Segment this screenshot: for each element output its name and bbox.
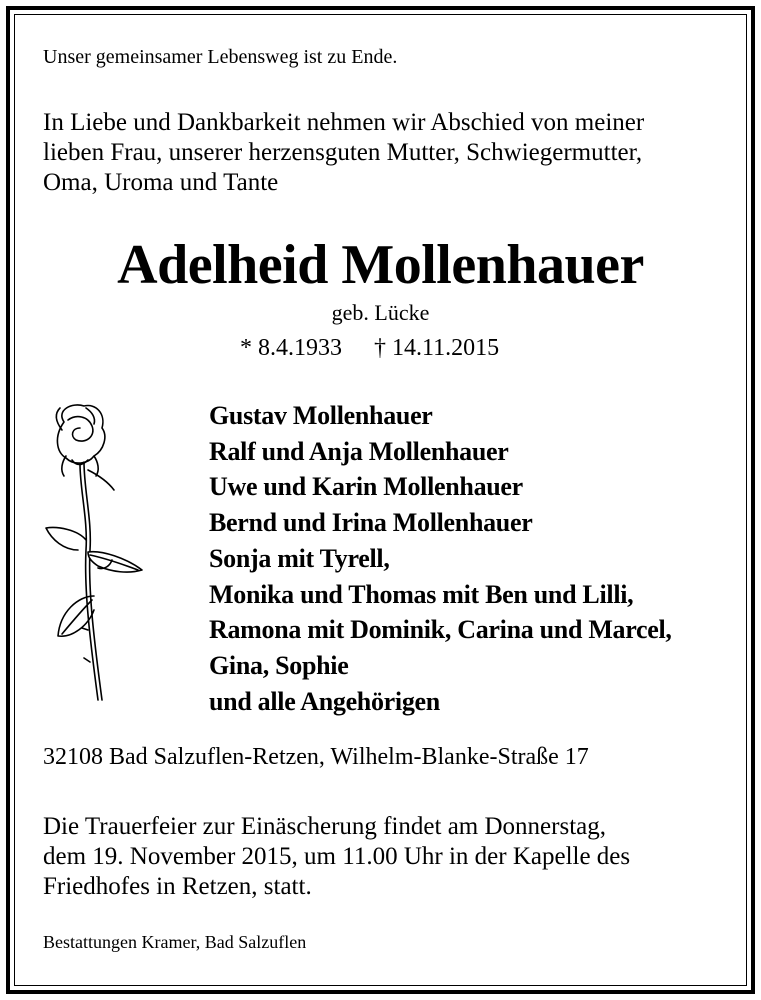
ceremony-line: dem 19. November 2015, um 11.00 Uhr in der Kapelle des	[43, 843, 631, 870]
deceased-name: Adelheid Mollenhauer	[117, 234, 644, 296]
mourner-line: Gustav Mollenhauer	[209, 401, 433, 430]
death-date: † 14.11.2015	[374, 335, 500, 361]
funeral-home: Bestattungen Kramer, Bad Salzuflen	[43, 932, 307, 952]
farewell-line: Oma, Uroma und Tante	[43, 169, 279, 196]
ceremony-line: Friedhofes in Retzen, statt.	[43, 873, 312, 900]
maiden-name: geb. Lücke	[331, 300, 430, 325]
ceremony-paragraph	[43, 812, 630, 902]
address: 32108 Bad Salzuflen-Retzen, Wilhelm-Blanke-Straße 17	[43, 744, 589, 770]
intro-text: Unser gemeinsamer Lebensweg ist zu Ende.	[43, 46, 398, 68]
rose-icon	[42, 400, 154, 710]
life-dates	[240, 335, 499, 362]
mourner-line: Sonja mit Tyrell,	[209, 543, 390, 573]
ceremony-line: Die Trauerfeier zur Einäscherung findet am Donnerstag,	[43, 813, 607, 840]
mourner-line: und alle Angehörigen	[209, 686, 440, 716]
mourner-line: Ramona mit Dominik, Carina und Marcel,	[209, 615, 672, 645]
farewell-line: lieben Frau, unserer herzensguten Mutter, Schwiegermutter,	[43, 139, 643, 166]
mourner-line: Uwe und Karin Mollenhauer	[209, 472, 523, 502]
mourners-list	[209, 398, 672, 719]
mourner-line: Bernd und Irina Mollenhauer	[209, 508, 533, 538]
farewell-line: In Liebe und Dankbarkeit nehmen wir Abschied von meiner	[43, 109, 645, 136]
mourner-line: Monika und Thomas mit Ben und Lilli,	[209, 579, 634, 609]
mourner-line: Gina, Sophie	[209, 650, 349, 680]
birth-date: * 8.4.1933	[240, 335, 342, 361]
farewell-paragraph	[43, 108, 644, 198]
mourner-line: Ralf und Anja Mollenhauer	[209, 436, 509, 466]
